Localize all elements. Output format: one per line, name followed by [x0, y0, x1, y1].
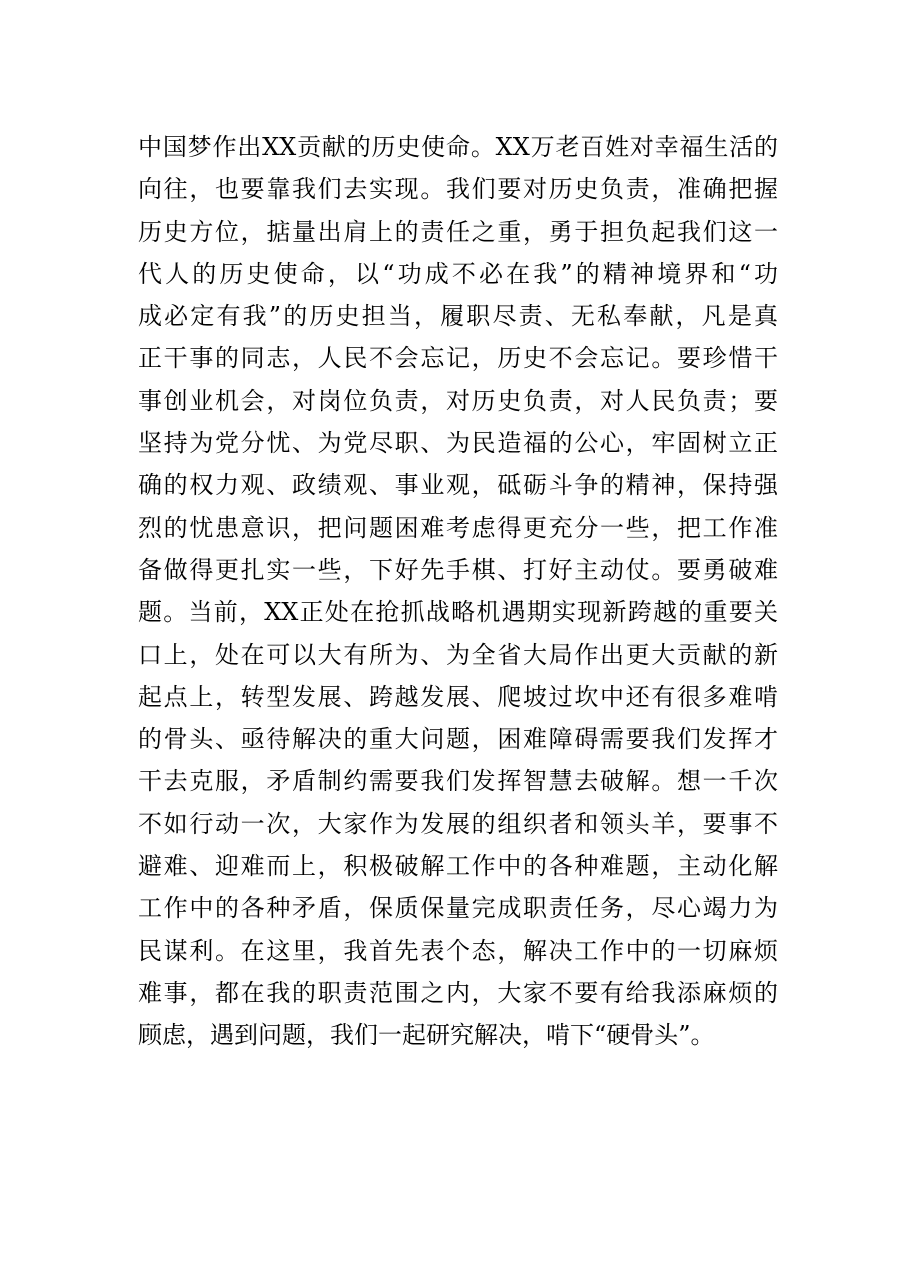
text-line: 题。当前，XX正处在抢抓战略机遇期实现新跨越的重要关 [138, 598, 778, 627]
text-line: 难事，都在我的职责范围之内，大家不要有给我添麻烦的 [138, 978, 778, 1007]
text-line: 起点上，转型发展、跨越发展、爬坡过坎中还有很多难啃 [138, 682, 778, 711]
text-line: 代人的历史使命，以“功成不必在我”的精神境界和“功 [138, 259, 778, 288]
text-line: 工作中的各种矛盾，保质保量完成职责任务，尽心竭力为 [138, 894, 778, 923]
text-line: 确的权力观、政绩观、事业观，砥砺斗争的精神，保持强 [138, 471, 778, 500]
text-line: 烈的忧患意识，把问题困难考虑得更充分一些，把工作准 [138, 513, 778, 542]
text-line: 备做得更扎实一些，下好先手棋、打好主动仗。要勇破难 [138, 555, 778, 584]
text-line: 的骨头、亟待解决的重大问题，困难障碍需要我们发挥才 [138, 725, 778, 754]
text-line: 不如行动一次，大家作为发展的组织者和领头羊，要事不 [138, 809, 778, 838]
body-paragraph [138, 126, 778, 1057]
text-line: 民谋利。在这里，我首先表个态，解决工作中的一切麻烦 [138, 936, 778, 965]
text-line: 历史方位，掂量出肩上的责任之重，勇于担负起我们这一 [138, 217, 778, 246]
text-line: 坚持为党分忧、为党尽职、为民造福的公心，牢固树立正 [138, 429, 778, 458]
text-line: 干去克服，矛盾制约需要我们发挥智慧去破解。想一千次 [138, 767, 778, 796]
text-line: 顾虑，遇到问题，我们一起研究解决，啃下“硬骨头”。 [138, 1021, 715, 1050]
text-line: 避难、迎难而上，积极破解工作中的各种难题，主动化解 [138, 852, 778, 881]
text-line: 口上，处在可以大有所为、为全省大局作出更大贡献的新 [138, 640, 778, 669]
text-line: 中国梦作出XX贡献的历史使命。XX万老百姓对幸福生活的 [138, 133, 778, 161]
text-line: 正干事的同志，人民不会忘记，历史不会忘记。要珍惜干 [138, 344, 778, 373]
text-line: 向往，也要靠我们去实现。我们要对历史负责，准确把握 [138, 175, 778, 204]
text-line: 事创业机会，对岗位负责，对历史负责，对人民负责；要 [138, 386, 778, 415]
text-line: 成必定有我”的历史担当，履职尽责、无私奉献，凡是真 [138, 302, 778, 331]
